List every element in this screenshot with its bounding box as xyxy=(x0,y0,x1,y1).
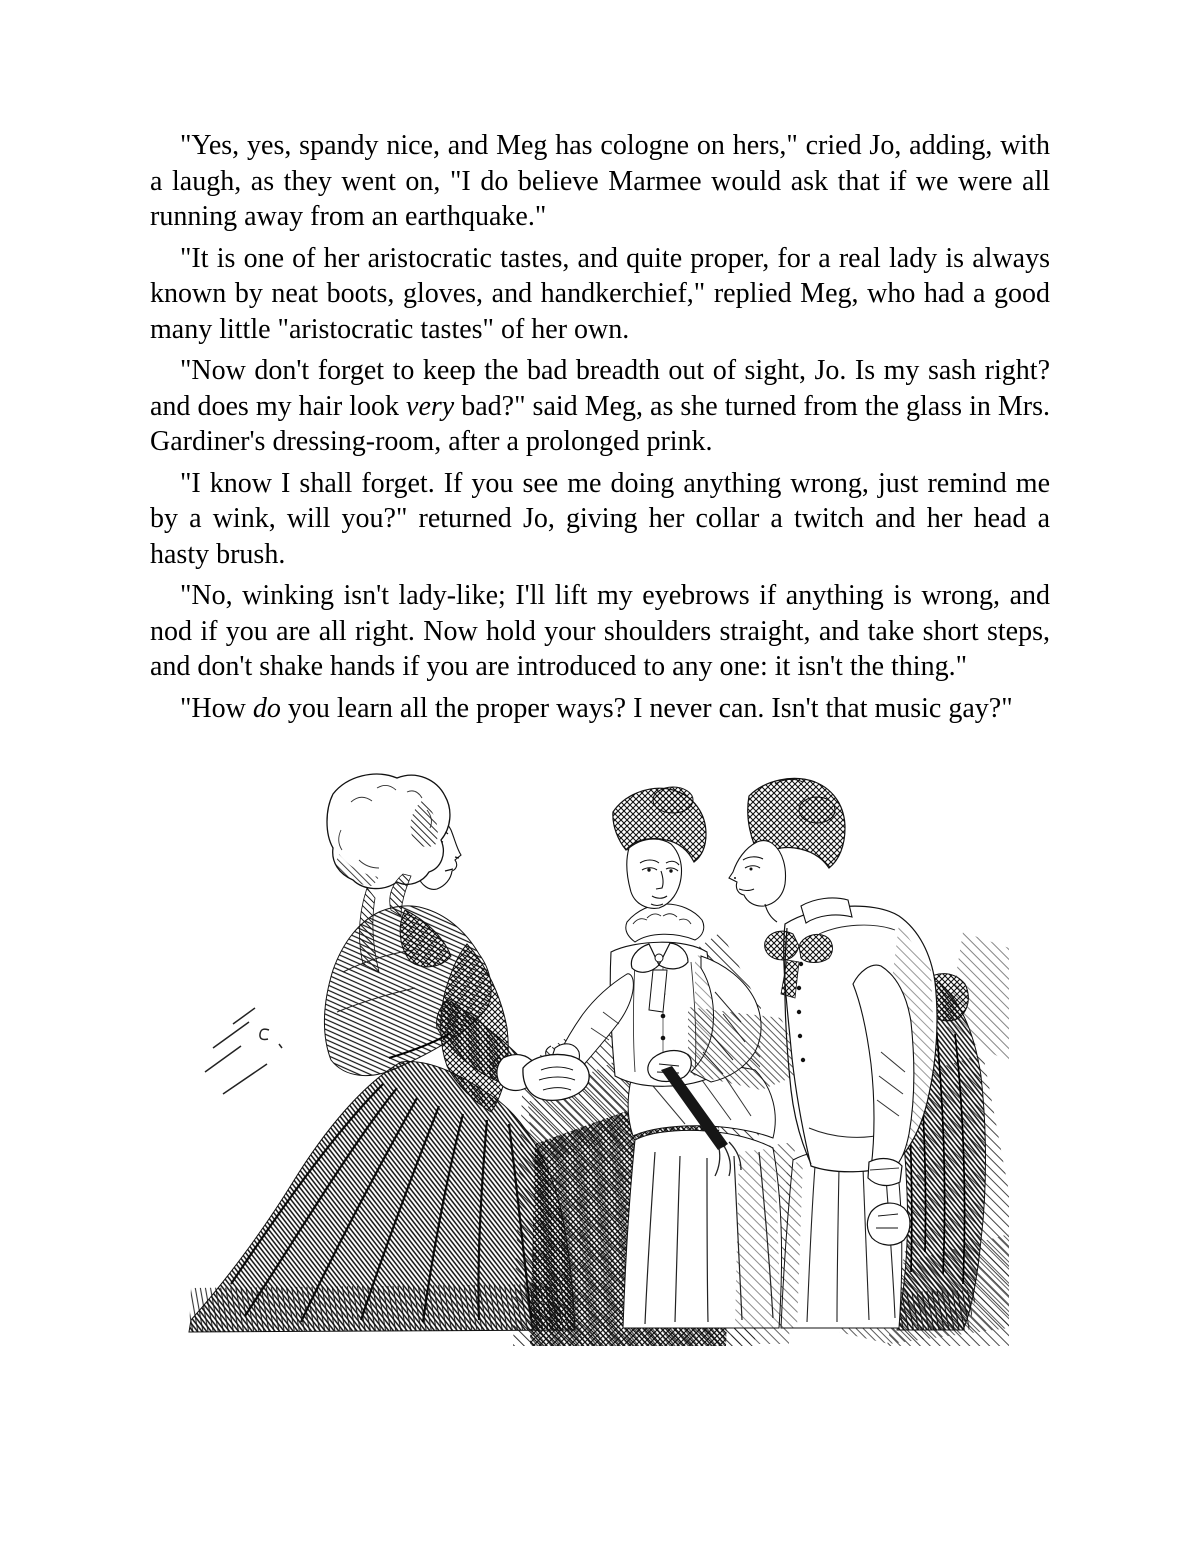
italic-run: do xyxy=(252,692,281,724)
text-run: "How xyxy=(180,692,253,724)
paragraph xyxy=(150,578,1050,685)
left-woman-figure xyxy=(189,774,575,1332)
text-run: "Now don't forget to keep the bad breadth out of sight, Jo. Is my sash right? and does my hair look xyxy=(150,355,1050,422)
text-run: "Yes, yes, spandy nice, and Meg has cologne on hers," cried Jo, adding, with a laugh, as they went on, "I do believe Marmee would ask that if we were all running away from an earthquake." xyxy=(150,130,1050,232)
engraving-three-women xyxy=(183,772,1013,1347)
paragraph xyxy=(150,353,1050,460)
illustration xyxy=(183,772,1013,1347)
text-run: you learn all the proper ways? I never can. Isn't that music gay?" xyxy=(280,692,1013,724)
text-run: bad?" said Meg, as she turned from the glass in Mrs. Gardiner's dressing-room, after a prolonged prink. xyxy=(150,390,1050,457)
paragraph xyxy=(150,241,1050,348)
text-run: "It is one of her aristocratic tastes, and quite proper, for a real lady is always known by neat boots, gloves, and handkerchief," replied Meg, who had a good many little "aristocratic tastes" of her own. xyxy=(150,242,1050,345)
italic-run: very xyxy=(406,390,455,422)
paragraph xyxy=(150,466,1050,573)
text-block xyxy=(150,128,1050,732)
text-run: "I know I shall forget. If you see me doing anything wrong, just remind me by a wink, will you?" returned Jo, giving her collar a twitch and her head a hasty brush. xyxy=(150,467,1050,570)
paragraph xyxy=(150,691,1050,727)
paragraph xyxy=(150,128,1050,235)
text-run: "No, winking isn't lady-like; I'll lift my eyebrows if anything is wrong, and nod if you are all right. Now hold your shoulders straight, and take short steps, and don't shake hands if you are introduced to any one: it isn't the thing." xyxy=(150,580,1050,682)
